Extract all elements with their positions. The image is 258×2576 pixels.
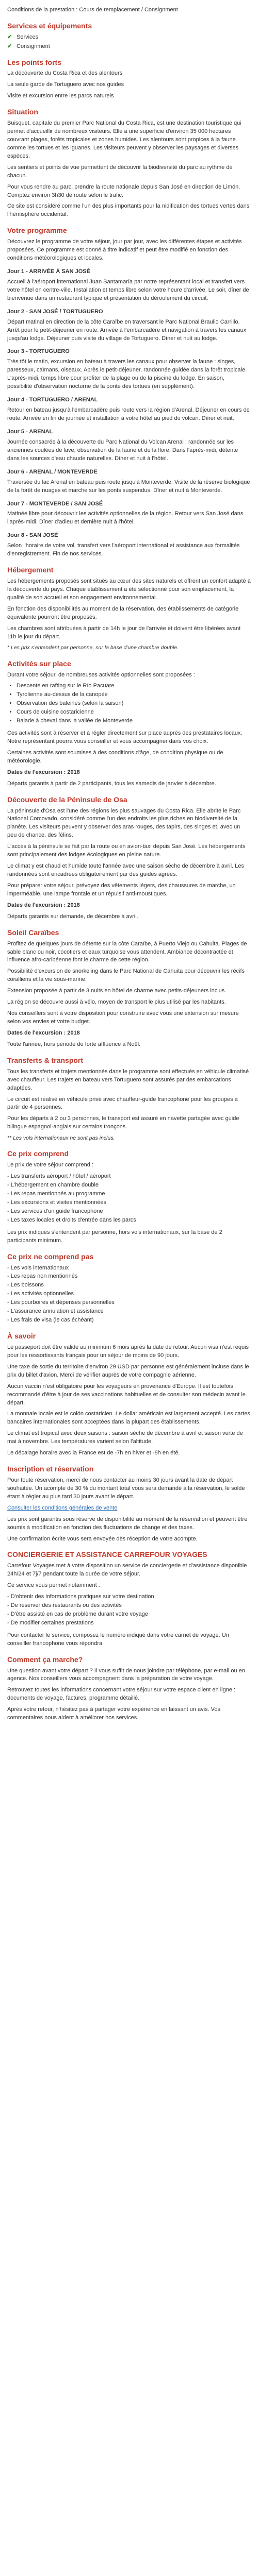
day-title: Jour 4 - TORTUGUERO / ARENAL: [7, 397, 98, 403]
soleil-section: [7, 928, 251, 1049]
paragraph: Ce site est considéré comme l'un des plus importants pour la nidification des tortues vertes dans l'hémisphère occidental.: [7, 203, 250, 218]
paragraph: La région se découvre aussi à vélo, moyen de transport le plus utilisé par les habitants.: [7, 999, 226, 1006]
activities-list: [17, 682, 251, 725]
paragraph: Les chambres sont attribuées à partir de 14h le jour de l'arrivée et doivent être libérées avant 11h le jour du départ.: [7, 625, 241, 640]
paragraph: Découvrez le programme de votre séjour, jour par jour, avec les différentes étapes et activités proposées. Ce programme est donné à titre indicatif et peut être modifié en fonction des conditions météorologiques et locales.: [7, 239, 242, 261]
paragraph: Aucun vaccin n'est obligatoire pour les voyageurs en provenance d'Europe. Il est toutefois recommandé d'être à jour de ses vaccinations habituelles et de consulter son médecin avant le départ.: [7, 1383, 246, 1406]
paragraph: Carrefour Voyages met à votre disposition un service de conciergerie et d'assistance disponible 24h/24 et 7j/7 pendant toute la durée de votre séjour.: [7, 1563, 247, 1578]
list-item: ✔ Services: [7, 33, 251, 42]
day-title: Jour 6 - ARENAL / MONTEVERDE: [7, 468, 98, 475]
paragraph: Le prix de votre séjour comprend :: [7, 1162, 93, 1168]
program-section: [7, 226, 251, 558]
paragraph: En fonction des disponibilités au moment de la réservation, des établissements de catégorie équivalente pourront être proposés.: [7, 605, 239, 620]
included-title: Ce prix comprend: [7, 1149, 69, 1158]
included-section: [7, 1149, 251, 1245]
paragraph: Pour toute réservation, merci de nous contacter au moins 30 jours avant la date de départ souhaitée. Un acompte de 30 % du montant total vous sera demandé à la réservation, le solde étant à régler au plus tard 30 jours avant le départ.: [7, 1477, 245, 1500]
paragraph: Pour vous rendre au parc, prendre la route nationale depuis San José en direction de Limón. Comptez environ 3h30 de route selon le trafic.: [7, 183, 240, 198]
check-icon: ✔: [7, 43, 12, 49]
list-item: • Descente en rafting sur le Río Pacuare: [17, 682, 251, 690]
booking-title: Inscription et réservation: [7, 1465, 94, 1473]
services-title: Services et équipements: [7, 21, 92, 30]
intro-text: Conditions de la prestation : Cours de remplacement / Consignment: [7, 7, 178, 13]
services-list: [7, 33, 251, 51]
paragraph: Une confirmation écrite vous sera envoyée dès réception de votre acompte.: [7, 1535, 198, 1542]
day-title: Jour 2 - SAN JOSÉ / TORTUGUERO: [7, 308, 103, 315]
paragraph: Une question avant votre départ ? Il vous suffit de nous joindre par téléphone, par e-mail ou en agence. Nos conseillers vous accompagnent dans la préparation de votre voyage.: [7, 1667, 245, 1682]
cgv-link-wrapper: [7, 1504, 251, 1513]
day-text: Traversée du lac Arenal en bateau puis route jusqu'à Monteverde. Visite de la réserve biologique de la forêt de nuages et marche sur les ponts suspendus. Dîner et nuit à Monteverde.: [7, 479, 250, 494]
activities-title: Activités sur place: [7, 659, 71, 668]
dates-title: Dates de l'excursion : 2018: [7, 1030, 80, 1037]
check-icon: ✔: [7, 33, 12, 40]
not-included-title: Ce prix ne comprend pas: [7, 1252, 94, 1261]
paragraph: Les sentiers et points de vue permettent de découvrir la biodiversité du parc au rythme de chacun.: [7, 164, 233, 179]
day-text: Retour en bateau jusqu'à l'embarcadère puis route vers la région d'Arenal. Déjeuner en cours de route. Arrivée en fin de journée et installation à votre hôtel au pied du volcan. Dîner et nuit.: [7, 407, 250, 421]
paragraph: Ces activités sont à réserver et à régler directement sur place auprès des prestataires locaux. Notre représentant pourra vous conseiller et vous accompagner dans vos choix.: [7, 730, 243, 745]
day-title: Jour 8 - SAN JOSÉ: [7, 532, 58, 539]
paragraph: Les prix indiqués s'entendent par personne, hors vols internationaux, sur la base de 2 participants minimum.: [7, 1229, 222, 1244]
list-item: - Les activités optionnelles: [7, 1291, 74, 1297]
paragraph: Après votre retour, n'hésitez pas à partager votre expérience en laissant un avis. Vos commentaires nous aident à améliorer nos services.: [7, 1706, 220, 1721]
concierge-title: CONCIERGERIE ET ASSISTANCE CARREFOUR VOYAGES: [7, 1550, 207, 1559]
paragraph: Nos conseillers sont à votre disposition pour construire avec vous une extension sur mesure selon vos envies et votre budget.: [7, 1010, 239, 1025]
list-item: - D'obtenir des informations pratiques sur votre destination: [7, 1594, 154, 1600]
list-item: - Les excursions et visites mentionnées: [7, 1199, 106, 1206]
day-title: Jour 7 - MONTEVERDE / SAN JOSÉ: [7, 500, 103, 507]
paragraph: Profitez de quelques jours de détente sur la côte Caraïbe, à Puerto Viejo ou Cahuita. Plages de sable blanc ou noir, cocotiers et eaux turquoise vous attendent. Ambiance décontractée et influence afro-caribéenne font le charme de cette région.: [7, 940, 247, 963]
paragraph: Pour préparer votre séjour, prévoyez des vêtements légers, des chaussures de marche, un imperméable, une lampe frontale et un répulsif anti-moustiques.: [7, 883, 236, 897]
situation-section: [7, 108, 251, 219]
day-text: Matinée libre pour découvrir les activités optionnelles de la région. Retour vers San José dans l'après-midi. Dîner d'adieu et dernière nuit à l'hôtel.: [7, 511, 244, 526]
list-item: • Cours de cuisine costaricienne: [17, 708, 251, 717]
paragraph: Le circuit est réalisé en véhicule privé avec chauffeur-guide francophone pour les groupes à partir de 4 personnes.: [7, 1096, 238, 1111]
paragraph: La péninsule d'Osa est l'une des régions les plus sauvages du Costa Rica. Elle abrite le Parc National Corcovado, considéré comme l'un des endroits les plus riches en biodiversité de la planète. Les visiteurs peuvent y observer des aras rouges, des tapirs, des singes et, avec un peu de chance, des félins.: [7, 807, 241, 839]
paragraph: La monnaie locale est le colón costaricien. Le dollar américain est largement accepté. Les cartes bancaires internationales sont acceptées dans la plupart des établissements.: [7, 1411, 250, 1426]
services-section: [7, 22, 251, 51]
transport-section: [7, 1056, 251, 1143]
how-it-works-section: [7, 1655, 251, 1722]
transport-title: Transferts & transport: [7, 1056, 84, 1064]
list-item: - L'hébergement en chambre double: [7, 1182, 99, 1189]
key-points-section: [7, 58, 251, 101]
dates-title: Dates de l'excursion : 2018: [7, 902, 80, 908]
not-included-section: [7, 1252, 251, 1325]
day-title: Jour 1 - ARRIVÉE À SAN JOSÉ: [7, 268, 90, 275]
paragraph: Certaines activités sont soumises à des conditions d'âge, de condition physique ou de météorologie.: [7, 750, 223, 764]
footnote: ** Les vols internationaux ne sont pas inclus.: [7, 1135, 115, 1142]
paragraph: Le climat est tropical avec deux saisons : saison sèche de décembre à avril et saison verte de mai à novembre. Les températures varient selon l'altitude.: [7, 1430, 243, 1445]
list-item: - Les transferts aéroport / hôtel / aéroport: [7, 1173, 111, 1180]
day-text: Départ matinal en direction de la côte Caraïbe en traversant le Parc National Braulio Carrillo. Arrêt pour le petit-déjeuner en route. Arrivée à l'embarcadère et navigation à travers les canaux jusqu'au lodge. Déjeuner puis visite du village de Tortuguero. Dîner et nuit au lodge.: [7, 318, 247, 342]
list-item: ✔ Consignment: [7, 43, 251, 51]
paragraph: Le climat y est chaud et humide toute l'année avec une saison sèche de décembre à avril. Les randonnées sont encadrées obligatoirement par des guides agréés.: [7, 863, 244, 878]
paragraph: Visite et excursion entre les parcs naturels: [7, 93, 114, 99]
list-item: - L'assurance annulation et assistance: [7, 1308, 104, 1315]
paragraph: La découverte du Costa Rica et des alentours: [7, 70, 123, 77]
list-item: • Tyrolienne au-dessus de la canopée: [17, 691, 251, 699]
accommodation-title: Hébergement: [7, 566, 54, 574]
key-points-title: Les points forts: [7, 58, 62, 66]
included-list: [7, 1173, 251, 1225]
paragraph: Une taxe de sortie du territoire d'environ 29 USD par personne est généralement incluse dans le prix du billet d'avion. Merci de vérifier auprès de votre compagnie aérienne.: [7, 1363, 249, 1378]
advice-section: [7, 1332, 251, 1458]
list-item: - Les boissons: [7, 1282, 44, 1289]
list-item: - Les repas non mentionnés: [7, 1273, 78, 1280]
paragraph: L'accès à la péninsule se fait par la route ou en avion-taxi depuis San José. Les hébergements sont principalement des lodges écologiques en pleine nature.: [7, 843, 246, 858]
day-text: Accueil à l'aéroport international Juan Santamaría par notre représentant local et transfert vers votre hôtel en centre-ville. Installation et temps libre selon votre heure d'arrivée. Le soir, dîner de bienvenue dans un restaurant typique et présentation du déroulement du circuit.: [7, 278, 249, 301]
osa-title: Découverte de la Péninsule de Osa: [7, 795, 127, 804]
list-item: - Les services d'un guide francophone: [7, 1208, 103, 1214]
list-item: • Observation des baleines (selon la saison): [17, 700, 251, 708]
list-item: - Les taxes locales et droits d'entrée dans les parcs: [7, 1216, 136, 1223]
paragraph: Le passeport doit être valide au minimum 6 mois après la date de retour. Aucun visa n'est requis pour les ressortissants français pour un séjour de moins de 90 jours.: [7, 1344, 249, 1359]
dates-text: Toute l'année, hors période de forte affluence à Noël.: [7, 1041, 141, 1047]
footnote: * Les prix s'entendent par personne, sur la base d'une chambre double.: [7, 645, 179, 651]
paragraph: Le décalage horaire avec la France est de -7h en hiver et -8h en été.: [7, 1450, 180, 1456]
list-item: - D'être assisté en cas de problème durant votre voyage: [7, 1611, 148, 1617]
paragraph: La seule garde de Tortuguero avec nos guides: [7, 81, 124, 88]
concierge-section: [7, 1550, 251, 1648]
day-text: Selon l'horaire de votre vol, transfert vers l'aéroport international et assistance aux formalités d'enregistrement. Fin de nos services.: [7, 543, 240, 557]
accommodation-section: [7, 566, 251, 652]
paragraph: Les prix sont garantis sous réserve de disponibilité au moment de la réservation et peuvent être soumis à modification en fonction des fluctuations de change et des taxes.: [7, 1516, 248, 1531]
day-text: Journée consacrée à la découverte du Parc National du Volcan Arenal : randonnée sur les anciennes coulées de lave, observation de la faune et de la flore. Dans l'après-midi, détente dans les sources d'eau chaude naturelles. Dîner et nuit à l'hôtel.: [7, 438, 238, 462]
list-item: - Les repas mentionnés au programme: [7, 1191, 105, 1197]
program-title: Votre programme: [7, 226, 67, 235]
day-title: Jour 5 - ARENAL: [7, 428, 53, 435]
paragraph: Pour les départs à 2 ou 3 personnes, le transport est assuré en navette partagée avec guide bilingue espagnol-anglais sur certains tronçons.: [7, 1115, 239, 1130]
booking-section: [7, 1465, 251, 1543]
paragraph: Ce service vous permet notamment :: [7, 1582, 100, 1589]
paragraph: Retrouvez toutes les informations concernant votre séjour sur votre espace client en ligne : documents de voyage, factures, programme détaillé.: [7, 1687, 236, 1702]
day-title: Jour 3 - TORTUGUERO: [7, 348, 70, 355]
list-item: - De modifier certaines prestations: [7, 1619, 94, 1626]
how-it-works-title: Comment ça marche?: [7, 1655, 83, 1664]
paragraph: Durant votre séjour, de nombreuses activités optionnelles sont proposées :: [7, 671, 195, 678]
dates-title: Dates de l'excursion : 2018: [7, 769, 80, 775]
list-item: - De réserver des restaurants ou des activités: [7, 1602, 122, 1609]
not-included-list: [7, 1264, 251, 1325]
paragraph: Les hébergements proposés sont situés au cœur des sites naturels et offrent un confort adapté à la découverte du pays. Chaque établissement a été sélectionné pour son emplacement, la qualité de son accueil et son engagement environnemental.: [7, 578, 251, 601]
day-text: Très tôt le matin, excursion en bateau à travers les canaux pour observer la faune : singes, paresseux, caïmans, oiseaux. Après le petit-déjeuner, randonnée guidée dans la forêt tropicale. L'après-midi, temps libre pour profiter de la plage ou de la piscine du lodge. En saison, possibilité d'observation nocturne de la ponte des tortues (en supplément).: [7, 359, 247, 390]
paragraph: Pour contacter le service, composez le numéro indiqué dans votre carnet de voyage. Un conseiller francophone vous répondra.: [7, 1632, 229, 1647]
advice-title: À savoir: [7, 1332, 36, 1341]
concierge-list: [7, 1593, 251, 1628]
situation-title: Situation: [7, 108, 38, 116]
paragraph: Extension proposée à partir de 3 nuits en hôtel de charme avec petits-déjeuners inclus.: [7, 988, 227, 994]
list-item: • Balade à cheval dans la vallée de Monteverde: [17, 717, 251, 725]
paragraph: Possibilité d'excursion de snorkeling dans le Parc National de Cahuita pour découvrir les récifs coralliens et la vie sous-marine.: [7, 968, 245, 983]
activities-section: [7, 659, 251, 788]
list-item: - Les pourboires et dépenses personnelles: [7, 1299, 115, 1306]
list-item: - Les frais de visa (le cas échéant): [7, 1317, 94, 1324]
paragraph: Tous les transferts et trajets mentionnés dans le programme sont effectués en véhicule climatisé avec chauffeur. Les trajets en bateau vers Tortuguero sont assurés par des embarcations adaptées.: [7, 1068, 249, 1091]
terms-link[interactable]: Consulter les conditions générales de vente: [7, 1504, 118, 1511]
dates-text: Départs garantis sur demande, de décembre à avril.: [7, 913, 138, 920]
soleil-title: Soleil Caraïbes: [7, 928, 59, 937]
dates-text: Départs garantis à partir de 2 participants, tous les samedis de janvier à décembre.: [7, 780, 216, 787]
osa-section: [7, 795, 251, 921]
paragraph: Buisquet, capitale du premier Parc National du Costa Rica, est une destination touristique qui permet d'accueillir de nombreux visiteurs. Elle a une superficie d'environ 35 000 hectares couvrant plages, forêts tropicales et zones humides. Les alentours sont propices à la faune comme les tortues et les iguanes. Les visiteurs peuvent y observer les paysages et diverses espèces.: [7, 120, 241, 159]
list-item: - Les vols internationaux: [7, 1264, 69, 1271]
